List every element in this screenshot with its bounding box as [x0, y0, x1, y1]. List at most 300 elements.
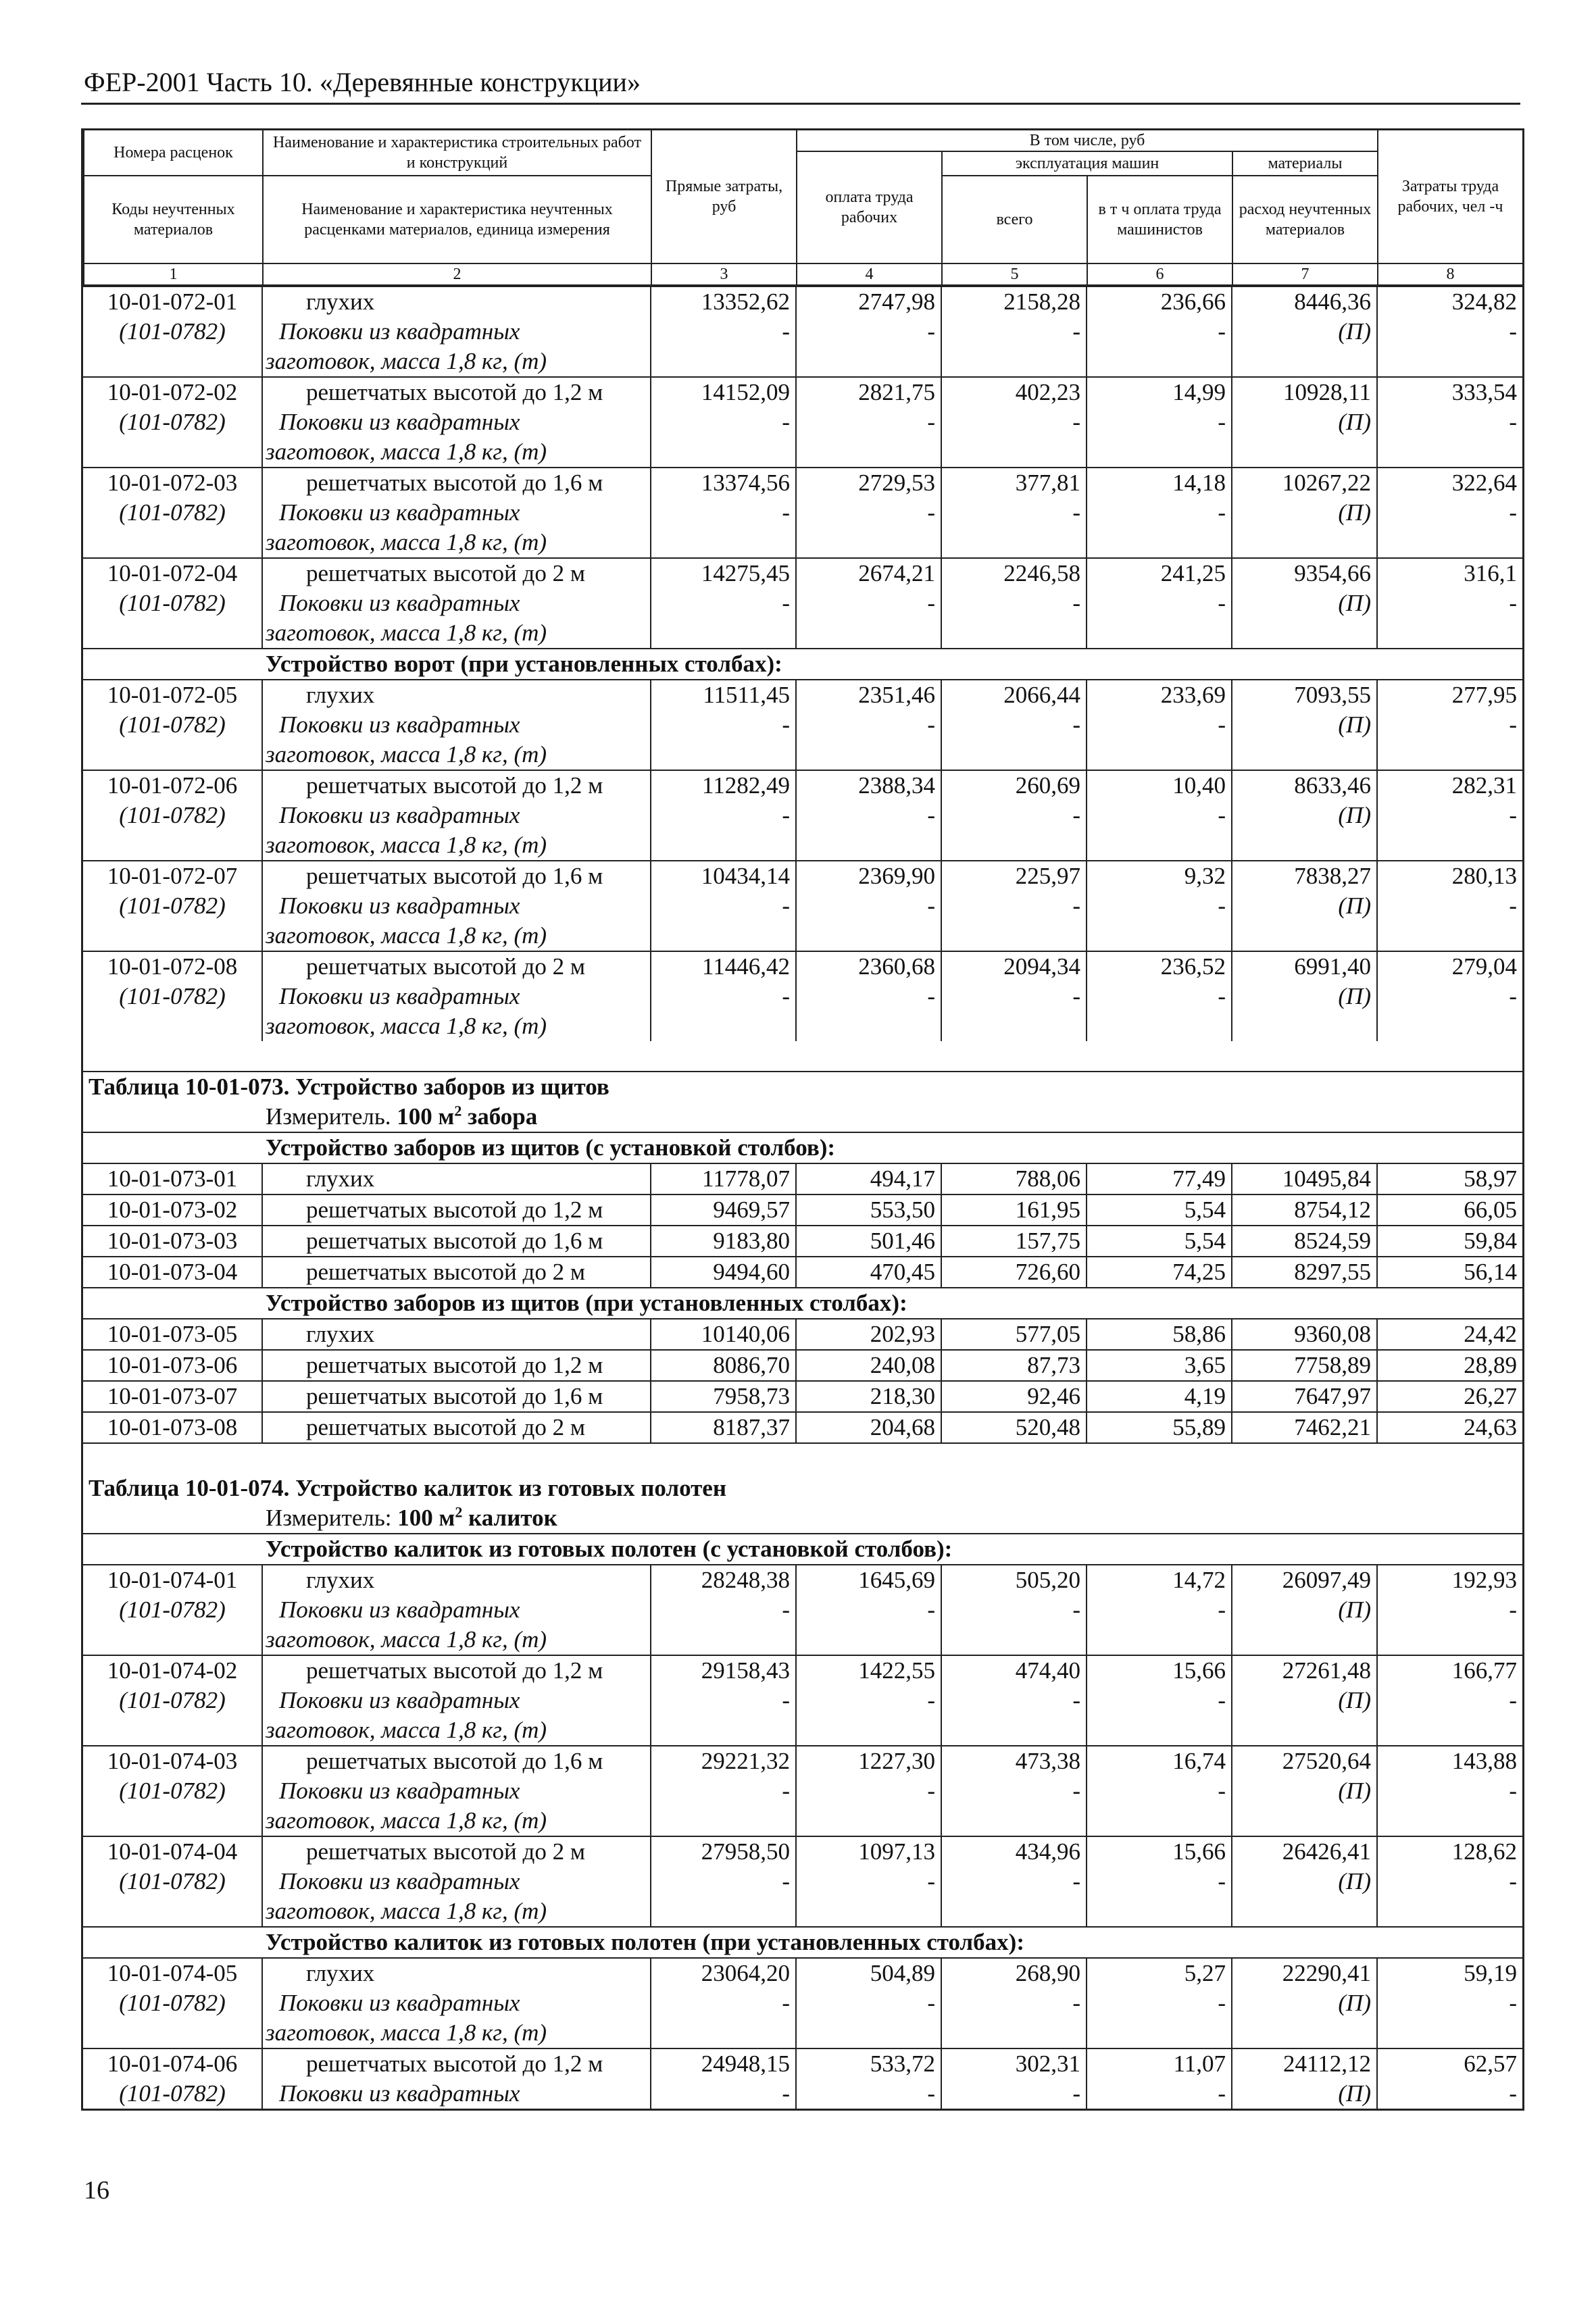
materials: 8446,36	[1232, 286, 1377, 317]
material-code: (101-0782)	[83, 891, 262, 921]
dash: -	[1509, 499, 1517, 526]
labor: 166,77	[1377, 1655, 1522, 1686]
machinist-wages: 14,18	[1087, 468, 1232, 498]
dash: -	[1509, 802, 1517, 828]
header-materials: материалы	[1232, 151, 1378, 176]
rate-code: 10-01-073-03	[83, 1226, 262, 1257]
machinist-wages: 55,89	[1087, 1412, 1232, 1443]
dash: -	[651, 1867, 796, 1896]
section-title: Устройство заборов из щитов (при установленных столбах):	[83, 1288, 1522, 1319]
wages: 533,72	[796, 2048, 941, 2079]
machinist-wages: 15,66	[1087, 1836, 1232, 1867]
rate-row	[83, 468, 1522, 498]
materials: 26426,41	[1232, 1836, 1377, 1867]
material-name: Поковки из квадратных	[262, 2079, 651, 2109]
material-code: (101-0782)	[83, 1686, 262, 1715]
dash: -	[941, 407, 1087, 437]
work-name: решетчатых высотой до 1,6 м	[262, 1746, 651, 1776]
dash: -	[651, 1988, 796, 2018]
rate-code: 10-01-072-02	[83, 377, 262, 407]
machines-total: 505,20	[941, 1565, 1087, 1595]
material-code: (101-0782)	[83, 1776, 262, 1806]
rate-row	[83, 1319, 1522, 1350]
machines-total: 474,40	[941, 1655, 1087, 1686]
machinist-wages: 236,52	[1087, 951, 1232, 982]
col-number: 2	[263, 263, 651, 285]
wages: 494,17	[796, 1163, 941, 1194]
dash: -	[1087, 1595, 1232, 1625]
machinist-wages: 4,19	[1087, 1381, 1232, 1412]
header-material-name: Наименование и характеристика неучтенных расценками материалов, единица измерения	[263, 176, 651, 263]
labor: 128,62	[1377, 1836, 1522, 1867]
labor: 143,88	[1377, 1746, 1522, 1776]
material-row-cont	[83, 921, 1522, 951]
materials: 8633,46	[1232, 770, 1377, 801]
direct-costs: 24948,15	[651, 2048, 796, 2079]
rate-row	[83, 2048, 1522, 2079]
dash: -	[1509, 711, 1517, 738]
header-rate-numbers: Номера расценок	[84, 130, 263, 176]
machinist-wages: 10,40	[1087, 770, 1232, 801]
labor: 28,89	[1377, 1350, 1522, 1381]
machinist-wages: 233,69	[1087, 680, 1232, 710]
header-wages: оплата труда рабочих	[797, 151, 942, 263]
machinist-wages: 241,25	[1087, 558, 1232, 588]
dash: -	[796, 2079, 941, 2109]
direct-costs: 9469,57	[651, 1194, 796, 1226]
rate-row	[83, 1257, 1522, 1288]
labor: 26,27	[1377, 1381, 1522, 1412]
material-unit: (П)	[1232, 801, 1377, 830]
col-number: 1	[84, 263, 263, 285]
work-name: решетчатых высотой до 1,6 м	[262, 468, 651, 498]
materials: 8524,59	[1232, 1226, 1377, 1257]
rate-row	[83, 1412, 1522, 1443]
dash: -	[1087, 317, 1232, 347]
wages: 2360,68	[796, 951, 941, 982]
header-material-codes: Коды неучтенных материалов	[84, 176, 263, 263]
table-title-074: Таблица 10-01-074. Устройство калиток из готовых полотен	[89, 1475, 727, 1501]
labor: 59,84	[1377, 1226, 1522, 1257]
labor: 24,42	[1377, 1319, 1522, 1350]
material-row-cont	[83, 1806, 1522, 1836]
machinist-wages: 3,65	[1087, 1350, 1232, 1381]
material-code: (101-0782)	[83, 2079, 262, 2109]
dash: -	[1087, 1988, 1232, 2018]
direct-costs: 8187,37	[651, 1412, 796, 1443]
materials: 9360,08	[1232, 1319, 1377, 1350]
direct-costs: 10434,14	[651, 861, 796, 891]
dash: -	[1509, 409, 1517, 435]
direct-costs: 14275,45	[651, 558, 796, 588]
material-name: Поковки из квадратных	[262, 1988, 651, 2018]
material-row	[83, 1988, 1522, 2018]
machinist-wages: 14,99	[1087, 377, 1232, 407]
labor: 59,19	[1377, 1958, 1522, 1988]
material-unit: (П)	[1232, 2079, 1377, 2109]
material-row	[83, 1776, 1522, 1806]
header-labor: Затраты труда рабочих, чел -ч	[1378, 130, 1523, 264]
dash: -	[1087, 1776, 1232, 1806]
dash: -	[651, 1595, 796, 1625]
labor: 58,97	[1377, 1163, 1522, 1194]
price-tables	[81, 128, 1524, 2111]
rate-row	[83, 1836, 1522, 1867]
material-row	[83, 1686, 1522, 1715]
materials: 27520,64	[1232, 1746, 1377, 1776]
material-row-cont	[83, 830, 1522, 861]
rate-row	[83, 377, 1522, 407]
material-row-cont	[83, 1625, 1522, 1655]
direct-costs: 8086,70	[651, 1350, 796, 1381]
materials: 10495,84	[1232, 1163, 1377, 1194]
material-code: (101-0782)	[83, 1867, 262, 1896]
wages: 1097,13	[796, 1836, 941, 1867]
dash: -	[651, 2079, 796, 2109]
rate-row	[83, 1746, 1522, 1776]
material-name-cont: заготовок, масса 1,8 кг, (т)	[262, 1011, 651, 1041]
material-name: Поковки из квадратных	[262, 407, 651, 437]
rate-code: 10-01-072-04	[83, 558, 262, 588]
header-machines-total: всего	[942, 176, 1087, 263]
labor: 316,1	[1377, 558, 1522, 588]
rate-row	[83, 286, 1522, 317]
rate-code: 10-01-073-04	[83, 1257, 262, 1288]
machinist-wages: 14,72	[1087, 1565, 1232, 1595]
material-name: Поковки из квадратных	[262, 891, 651, 921]
dash: -	[651, 498, 796, 528]
material-unit: (П)	[1232, 1988, 1377, 2018]
work-name: решетчатых высотой до 1,2 м	[262, 2048, 651, 2079]
direct-costs: 10140,06	[651, 1319, 796, 1350]
material-row-cont	[83, 347, 1522, 377]
dash: -	[1087, 1686, 1232, 1715]
material-row	[83, 982, 1522, 1011]
dash: -	[1087, 498, 1232, 528]
direct-costs: 14152,09	[651, 377, 796, 407]
direct-costs: 9494,60	[651, 1257, 796, 1288]
page-number: 16	[84, 2176, 109, 2205]
material-name-cont: заготовок, масса 1,8 кг, (т)	[262, 740, 651, 770]
wages: 1422,55	[796, 1655, 941, 1686]
meter-073	[83, 1102, 1522, 1132]
dash: -	[651, 801, 796, 830]
dash: -	[941, 891, 1087, 921]
rate-code: 10-01-074-05	[83, 1958, 262, 1988]
labor: 279,04	[1377, 951, 1522, 982]
work-name: глухих	[262, 1958, 651, 1988]
materials: 24112,12	[1232, 2048, 1377, 2079]
table-title-073: Таблица 10-01-073. Устройство заборов из щитов	[83, 1072, 1522, 1102]
material-name: Поковки из квадратных	[262, 498, 651, 528]
materials: 27261,48	[1232, 1655, 1377, 1686]
material-row	[83, 1595, 1522, 1625]
work-name: решетчатых высотой до 2 м	[262, 1257, 651, 1288]
direct-costs: 28248,38	[651, 1565, 796, 1595]
material-name: Поковки из квадратных	[262, 982, 651, 1011]
material-row-cont	[83, 740, 1522, 770]
materials: 7647,97	[1232, 1381, 1377, 1412]
dash: -	[1509, 1687, 1517, 1713]
dash: -	[796, 1776, 941, 1806]
materials: 7093,55	[1232, 680, 1377, 710]
dash: -	[1087, 801, 1232, 830]
machines-total: 161,95	[941, 1194, 1087, 1226]
rate-code: 10-01-073-05	[83, 1319, 262, 1350]
material-name: Поковки из квадратных	[262, 1686, 651, 1715]
dash: -	[651, 710, 796, 740]
labor: 280,13	[1377, 861, 1522, 891]
machines-total: 302,31	[941, 2048, 1087, 2079]
material-unit: (П)	[1232, 1776, 1377, 1806]
material-unit: (П)	[1232, 710, 1377, 740]
header-machinist-wages: в т ч оплата труда машинистов	[1087, 176, 1232, 263]
dash: -	[941, 1776, 1087, 1806]
material-name-cont: заготовок, масса 1,8 кг, (т)	[262, 437, 651, 468]
machines-total: 268,90	[941, 1958, 1087, 1988]
material-code: (101-0782)	[83, 498, 262, 528]
wages: 1227,30	[796, 1746, 941, 1776]
work-name: решетчатых высотой до 2 м	[262, 951, 651, 982]
machines-total: 377,81	[941, 468, 1087, 498]
dash: -	[941, 1867, 1087, 1896]
material-row	[83, 498, 1522, 528]
material-name: Поковки из квадратных	[262, 1867, 651, 1896]
dash: -	[1087, 2079, 1232, 2109]
rate-row	[83, 861, 1522, 891]
material-code: (101-0782)	[83, 317, 262, 347]
material-code: (101-0782)	[83, 982, 262, 1011]
dash: -	[941, 710, 1087, 740]
materials: 7838,27	[1232, 861, 1377, 891]
material-code: (101-0782)	[83, 801, 262, 830]
dash: -	[1087, 588, 1232, 618]
machinist-wages: 5,54	[1087, 1226, 1232, 1257]
direct-costs: 23064,20	[651, 1958, 796, 1988]
direct-costs: 13374,56	[651, 468, 796, 498]
direct-costs: 13352,62	[651, 286, 796, 317]
section-title: Устройство калиток из готовых полотен (при установленных столбах):	[83, 1927, 1522, 1958]
section-title: Устройство калиток из готовых полотен (с установкой столбов):	[83, 1534, 1522, 1565]
material-row-cont	[83, 437, 1522, 468]
dash: -	[796, 801, 941, 830]
dash: -	[651, 1776, 796, 1806]
dash: -	[941, 498, 1087, 528]
dash: -	[651, 407, 796, 437]
work-name: глухих	[262, 286, 651, 317]
dash: -	[1509, 1596, 1517, 1623]
wages: 1645,69	[796, 1565, 941, 1595]
rate-code: 10-01-074-01	[83, 1565, 262, 1595]
work-name: решетчатых высотой до 1,2 м	[262, 1350, 651, 1381]
material-unit: (П)	[1232, 1595, 1377, 1625]
col-number: 6	[1087, 263, 1232, 285]
dash: -	[1509, 1990, 1517, 2016]
rate-code: 10-01-074-06	[83, 2048, 262, 2079]
machinist-wages: 9,32	[1087, 861, 1232, 891]
rate-row	[83, 1655, 1522, 1686]
header-materials-use: расход неучтенных материалов	[1232, 176, 1378, 263]
machinist-wages: 236,66	[1087, 286, 1232, 317]
col-number: 5	[942, 263, 1087, 285]
machines-total: 2158,28	[941, 286, 1087, 317]
dash: -	[1509, 318, 1517, 345]
material-row-cont	[83, 618, 1522, 649]
wages: 2821,75	[796, 377, 941, 407]
material-name-cont: заготовок, масса 1,8 кг, (т)	[262, 347, 651, 377]
dash: -	[941, 588, 1087, 618]
material-unit: (П)	[1232, 588, 1377, 618]
machinist-wages: 74,25	[1087, 1257, 1232, 1288]
rate-row	[83, 558, 1522, 588]
material-row	[83, 588, 1522, 618]
wages: 470,45	[796, 1257, 941, 1288]
rate-row	[83, 1163, 1522, 1194]
wages: 240,08	[796, 1350, 941, 1381]
materials: 7758,89	[1232, 1350, 1377, 1381]
header-machines: эксплуатация машин	[942, 151, 1232, 176]
rate-code: 10-01-074-04	[83, 1836, 262, 1867]
table-body	[83, 286, 1522, 2109]
material-name-cont: заготовок, масса 1,8 кг, (т)	[262, 830, 651, 861]
meter-label: Измеритель:	[266, 1505, 392, 1531]
dash: -	[651, 891, 796, 921]
work-name: решетчатых высотой до 1,6 м	[262, 861, 651, 891]
spacer	[83, 1041, 1522, 1072]
wages: 2747,98	[796, 286, 941, 317]
material-name-cont: заготовок, масса 1,8 кг, (т)	[262, 1625, 651, 1655]
dash: -	[1087, 891, 1232, 921]
material-name: Поковки из квадратных	[262, 801, 651, 830]
rate-row	[83, 1958, 1522, 1988]
material-unit: (П)	[1232, 317, 1377, 347]
dash: -	[651, 982, 796, 1011]
dash: -	[796, 1988, 941, 2018]
rate-row	[83, 770, 1522, 801]
machines-total: 157,75	[941, 1226, 1087, 1257]
machinist-wages: 77,49	[1087, 1163, 1232, 1194]
work-name: глухих	[262, 1565, 651, 1595]
machines-total: 92,46	[941, 1381, 1087, 1412]
rate-code: 10-01-072-05	[83, 680, 262, 710]
labor: 62,57	[1377, 2048, 1522, 2079]
machines-total: 473,38	[941, 1746, 1087, 1776]
direct-costs: 29158,43	[651, 1655, 796, 1686]
rate-code: 10-01-074-03	[83, 1746, 262, 1776]
work-name: решетчатых высотой до 2 м	[262, 1836, 651, 1867]
machines-total: 726,60	[941, 1257, 1087, 1288]
header-direct-costs: Прямые затраты, руб	[651, 130, 797, 264]
wages: 2369,90	[796, 861, 941, 891]
header-including: В том числе, руб	[797, 130, 1378, 152]
rate-row	[83, 1194, 1522, 1226]
spacer	[83, 1443, 1522, 1474]
direct-costs: 11511,45	[651, 680, 796, 710]
dash: -	[941, 982, 1087, 1011]
dash: -	[796, 588, 941, 618]
material-row-cont	[83, 1715, 1522, 1746]
material-name-cont: заготовок, масса 1,8 кг, (т)	[262, 1715, 651, 1746]
material-name-cont: заготовок, масса 1,8 кг, (т)	[262, 921, 651, 951]
dash: -	[1509, 1778, 1517, 1804]
labor: 322,64	[1377, 468, 1522, 498]
labor: 56,14	[1377, 1257, 1522, 1288]
machines-total: 402,23	[941, 377, 1087, 407]
dash: -	[796, 1595, 941, 1625]
dash: -	[796, 982, 941, 1011]
meter-value: 100 $м^2$ забора	[397, 1102, 538, 1130]
dash: -	[1509, 1868, 1517, 1894]
machines-total: 87,73	[941, 1350, 1087, 1381]
col-number: 3	[651, 263, 797, 285]
machinist-wages: 11,07	[1087, 2048, 1232, 2079]
material-code: (101-0782)	[83, 1595, 262, 1625]
wages: 204,68	[796, 1412, 941, 1443]
section-title: Устройство ворот (при установленных столбах):	[83, 649, 1522, 680]
direct-costs: 11282,49	[651, 770, 796, 801]
materials: 7462,21	[1232, 1412, 1377, 1443]
dash: -	[1087, 710, 1232, 740]
header-work-name: Наименование и характеристика строительных работ и конструкций	[263, 130, 651, 176]
rate-row	[83, 1565, 1522, 1595]
machinist-wages: 5,54	[1087, 1194, 1232, 1226]
machinist-wages: 58,86	[1087, 1319, 1232, 1350]
header-rule	[81, 103, 1520, 105]
machines-total: 225,97	[941, 861, 1087, 891]
col-number: 4	[797, 263, 942, 285]
section-title: Устройство заборов из щитов (с установкой столбов):	[83, 1132, 1522, 1163]
direct-costs: 7958,73	[651, 1381, 796, 1412]
dash: -	[651, 588, 796, 618]
materials: 22290,41	[1232, 1958, 1377, 1988]
work-name: решетчатых высотой до 1,2 м	[262, 1194, 651, 1226]
work-name: глухих	[262, 1319, 651, 1350]
rate-code: 10-01-072-01	[83, 286, 262, 317]
work-name: решетчатых высотой до 1,6 м	[262, 1381, 651, 1412]
dash: -	[941, 317, 1087, 347]
dash: -	[796, 498, 941, 528]
wages: 2674,21	[796, 558, 941, 588]
work-name: глухих	[262, 1163, 651, 1194]
labor: 192,93	[1377, 1565, 1522, 1595]
dash: -	[1509, 590, 1517, 616]
material-unit: (П)	[1232, 982, 1377, 1011]
machines-total: 2246,58	[941, 558, 1087, 588]
materials: 8297,55	[1232, 1257, 1377, 1288]
material-code: (101-0782)	[83, 407, 262, 437]
labor: 324,82	[1377, 286, 1522, 317]
materials: 10267,22	[1232, 468, 1377, 498]
dash: -	[796, 1686, 941, 1715]
work-name: решетчатых высотой до 2 м	[262, 1412, 651, 1443]
work-name: решетчатых высотой до 1,6 м	[262, 1226, 651, 1257]
dash: -	[1509, 892, 1517, 919]
machines-total: 2094,34	[941, 951, 1087, 982]
labor: 24,63	[1377, 1412, 1522, 1443]
dash: -	[1087, 407, 1232, 437]
rate-code: 10-01-073-08	[83, 1412, 262, 1443]
dash: -	[941, 1686, 1087, 1715]
material-row-cont	[83, 1896, 1522, 1927]
work-name: решетчатых высотой до 1,2 м	[262, 377, 651, 407]
materials: 6991,40	[1232, 951, 1377, 982]
materials: 10928,11	[1232, 377, 1377, 407]
material-row	[83, 407, 1522, 437]
rate-row	[83, 1226, 1522, 1257]
dash: -	[941, 1988, 1087, 2018]
material-name: Поковки из квадратных	[262, 1595, 651, 1625]
machinist-wages: 16,74	[1087, 1746, 1232, 1776]
